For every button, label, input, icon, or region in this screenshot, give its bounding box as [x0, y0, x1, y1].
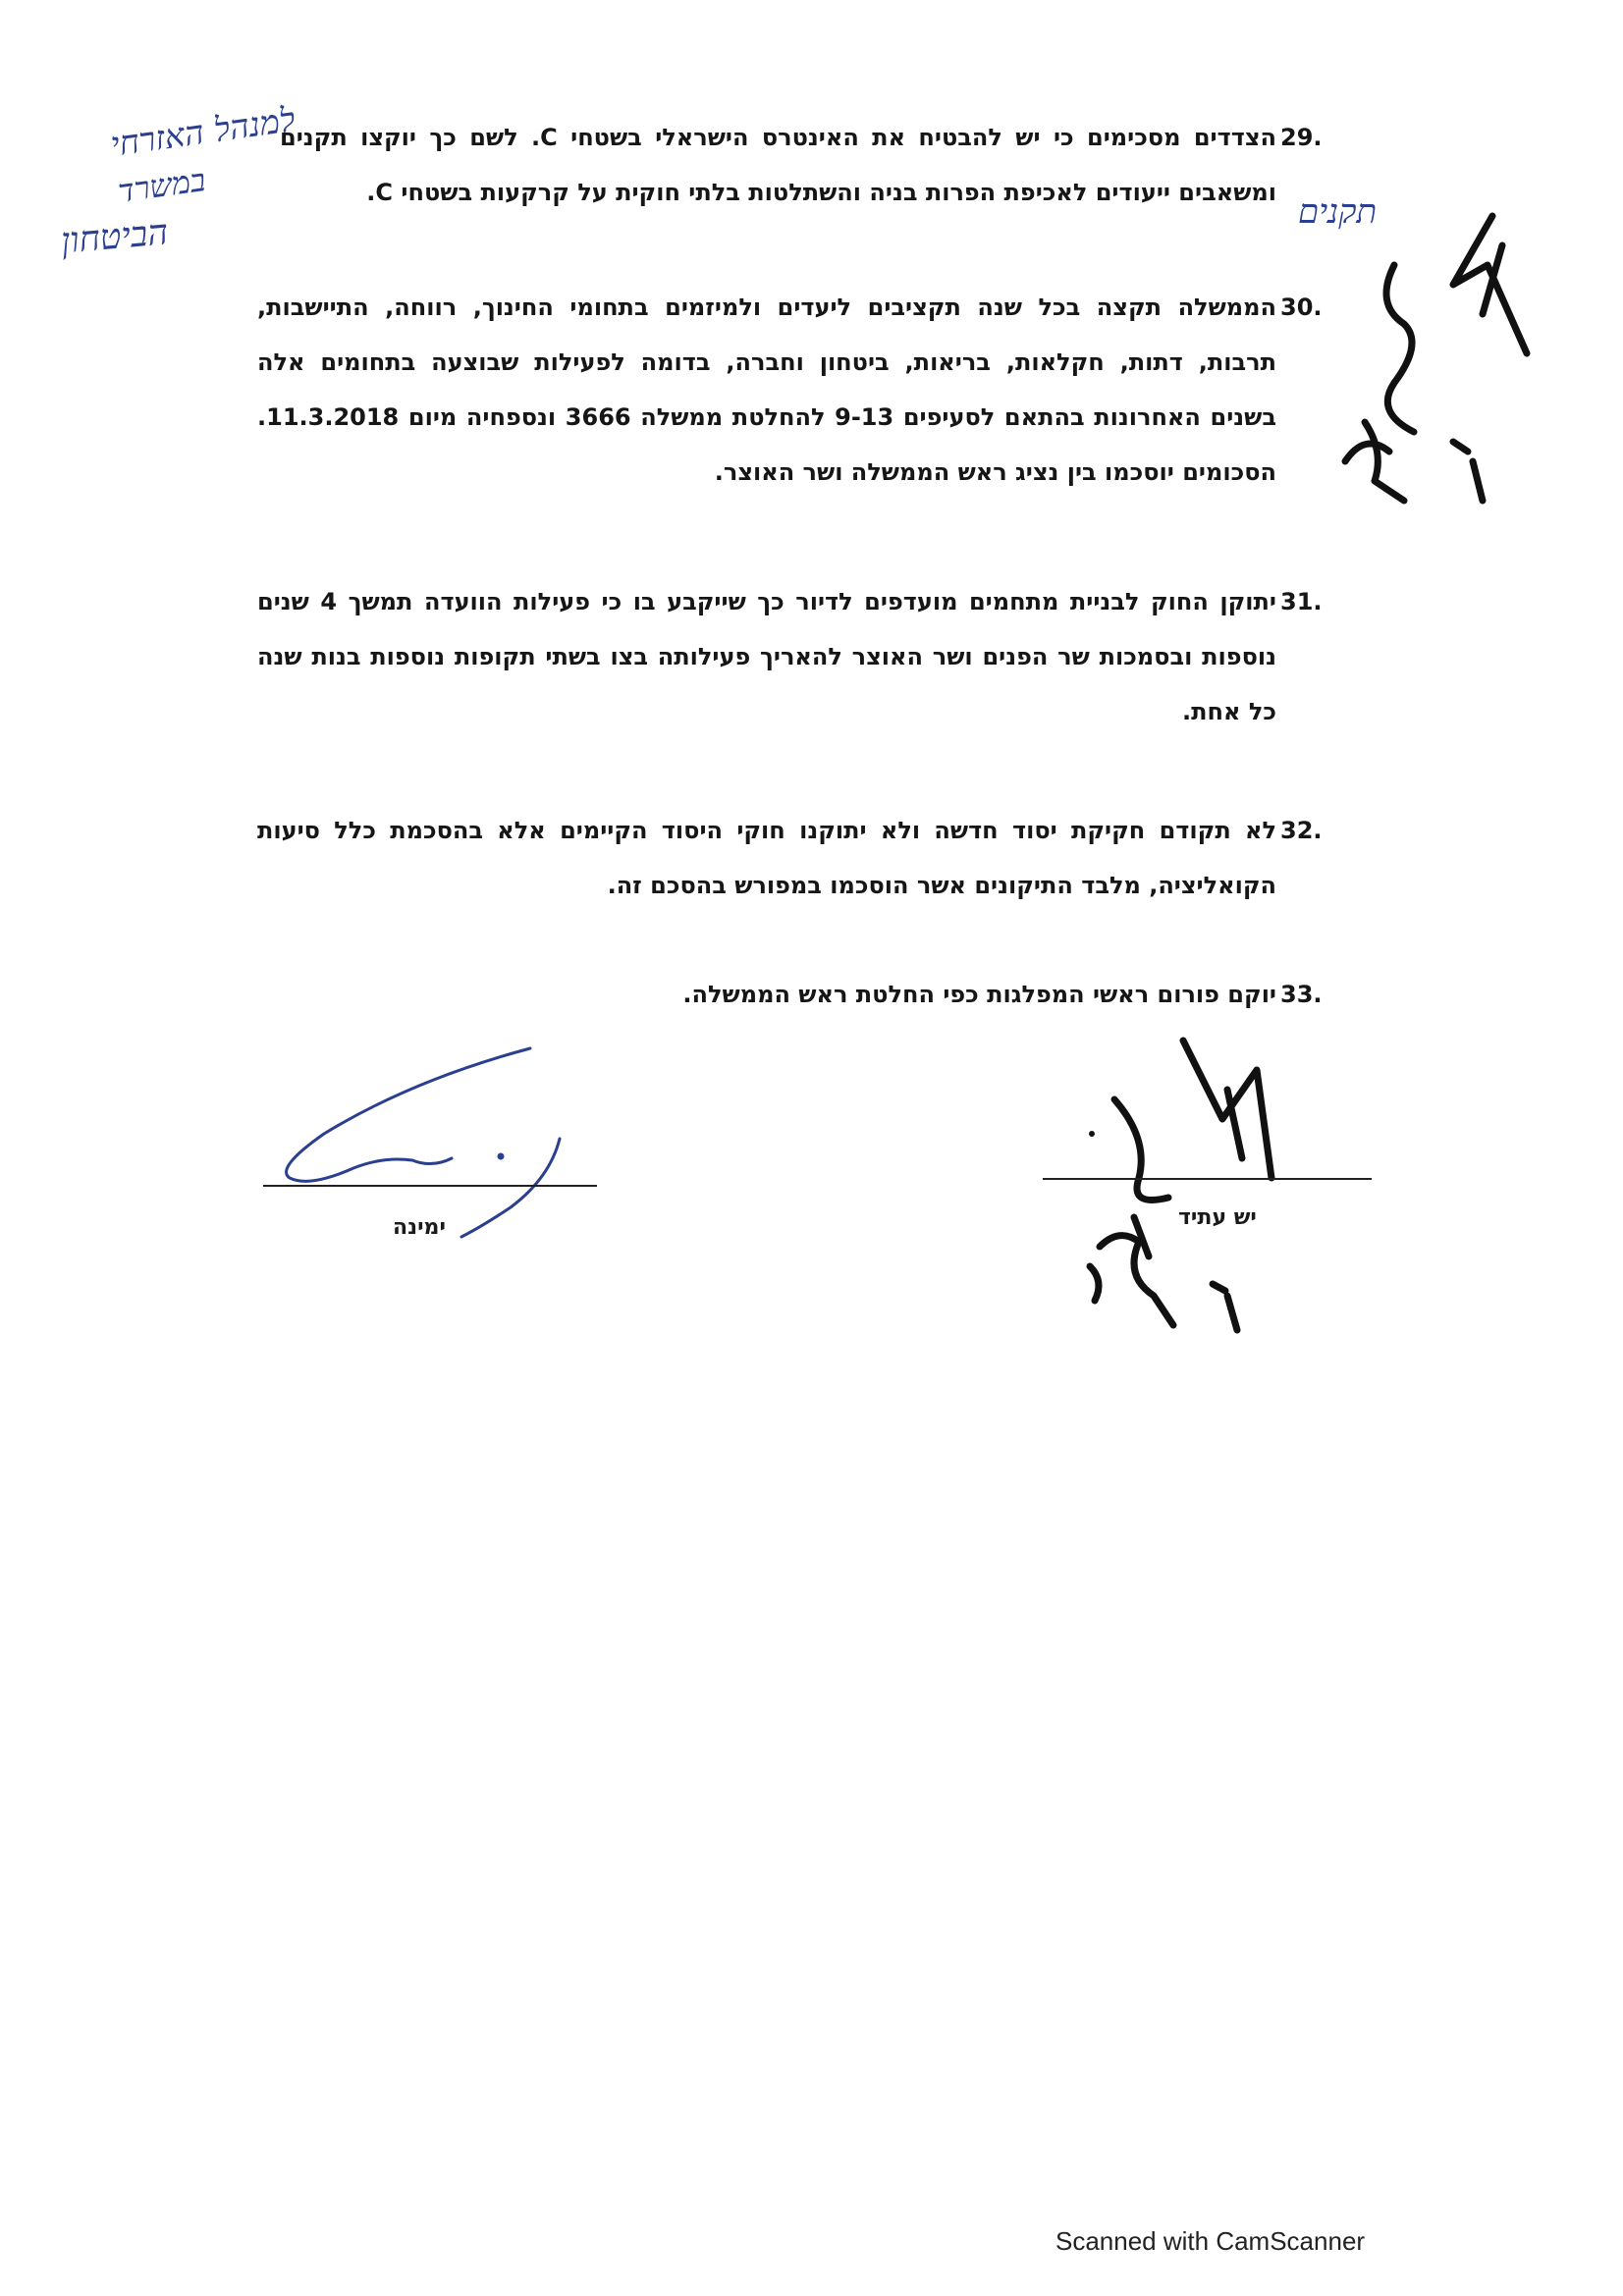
right-party-label: יש עתיד: [1178, 1205, 1257, 1230]
margin-note-line-3: הביטחון: [59, 212, 170, 262]
clause-number: 32.: [1280, 817, 1323, 844]
margin-initials-signature: [1335, 206, 1542, 530]
clause-text: יוקם פורום ראשי המפלגות כפי החלטת ראש הממשלה.: [682, 981, 1276, 1008]
margin-note-right: תקנים: [1298, 192, 1378, 232]
right-signature-line: [1043, 1178, 1372, 1180]
clause-text: הממשלה תקצה בכל שנה תקציבים ליעדים ולמיזמים בתחומי החינוך, רווחה, התיישבות, תרבות, דתות, חקלאות, בריאות, ביטחון וחברה, בדומה לפעילות שבוצעה בתחומים אלה בשנים האחרונות בהתאם לסעיפים 9-13 להחלטת ממשלה 3666 ונספחיה מיום 11.3.2018. הסכומים יוסכמו בין נציג ראש הממשלה ושר האוצר.: [257, 294, 1277, 486]
clause-number: 30.: [1280, 294, 1323, 321]
left-signature-line: [263, 1185, 597, 1187]
camscanner-watermark: Scanned with CamScanner: [1055, 2226, 1366, 2256]
left-party-label: ימינה: [393, 1215, 446, 1240]
clause-number: 33.: [1280, 981, 1323, 1008]
clause-30: [257, 280, 1323, 500]
yamina-signature: [265, 1041, 589, 1237]
yesh-atid-signature: [1080, 1031, 1306, 1355]
clause-number: 31.: [1280, 588, 1323, 615]
clause-number: 29.: [1280, 124, 1323, 151]
clause-text: לא תקודם חקיקת יסוד חדשה ולא יתוקנו חוקי היסוד הקיימים אלא בהסכמת כלל סיעות הקואליציה, מלבד התיקונים אשר הוסכמו במפורש בהסכם זה.: [257, 817, 1276, 899]
clause-29: [280, 110, 1323, 220]
margin-note-line-1: למנהל האזרחי: [108, 100, 298, 165]
margin-note-line-2: במשרד: [115, 160, 208, 211]
clause-text: הצדדים מסכימים כי יש להבטיח את האינטרס הישראלי בשטחי C. לשם כך יוקצו תקנים ומשאבים ייעודים לאכיפת הפרות בניה והשתלטות בלתי חוקית על קרקעות בשטחי C.: [280, 124, 1277, 206]
clause-text: יתוקן החוק לבניית מתחמים מועדפים לדיור כך שייקבע בו כי פעילות הוועדה תמשך 4 שנים נוספות ובסמכות שר הפנים ושר האוצר להאריך פעילותה בצו בשתי תקופות נוספות בנות שנה כל אחת.: [257, 588, 1276, 725]
clause-33: [257, 967, 1323, 1022]
clause-32: [257, 803, 1323, 913]
clause-31: [257, 574, 1323, 739]
